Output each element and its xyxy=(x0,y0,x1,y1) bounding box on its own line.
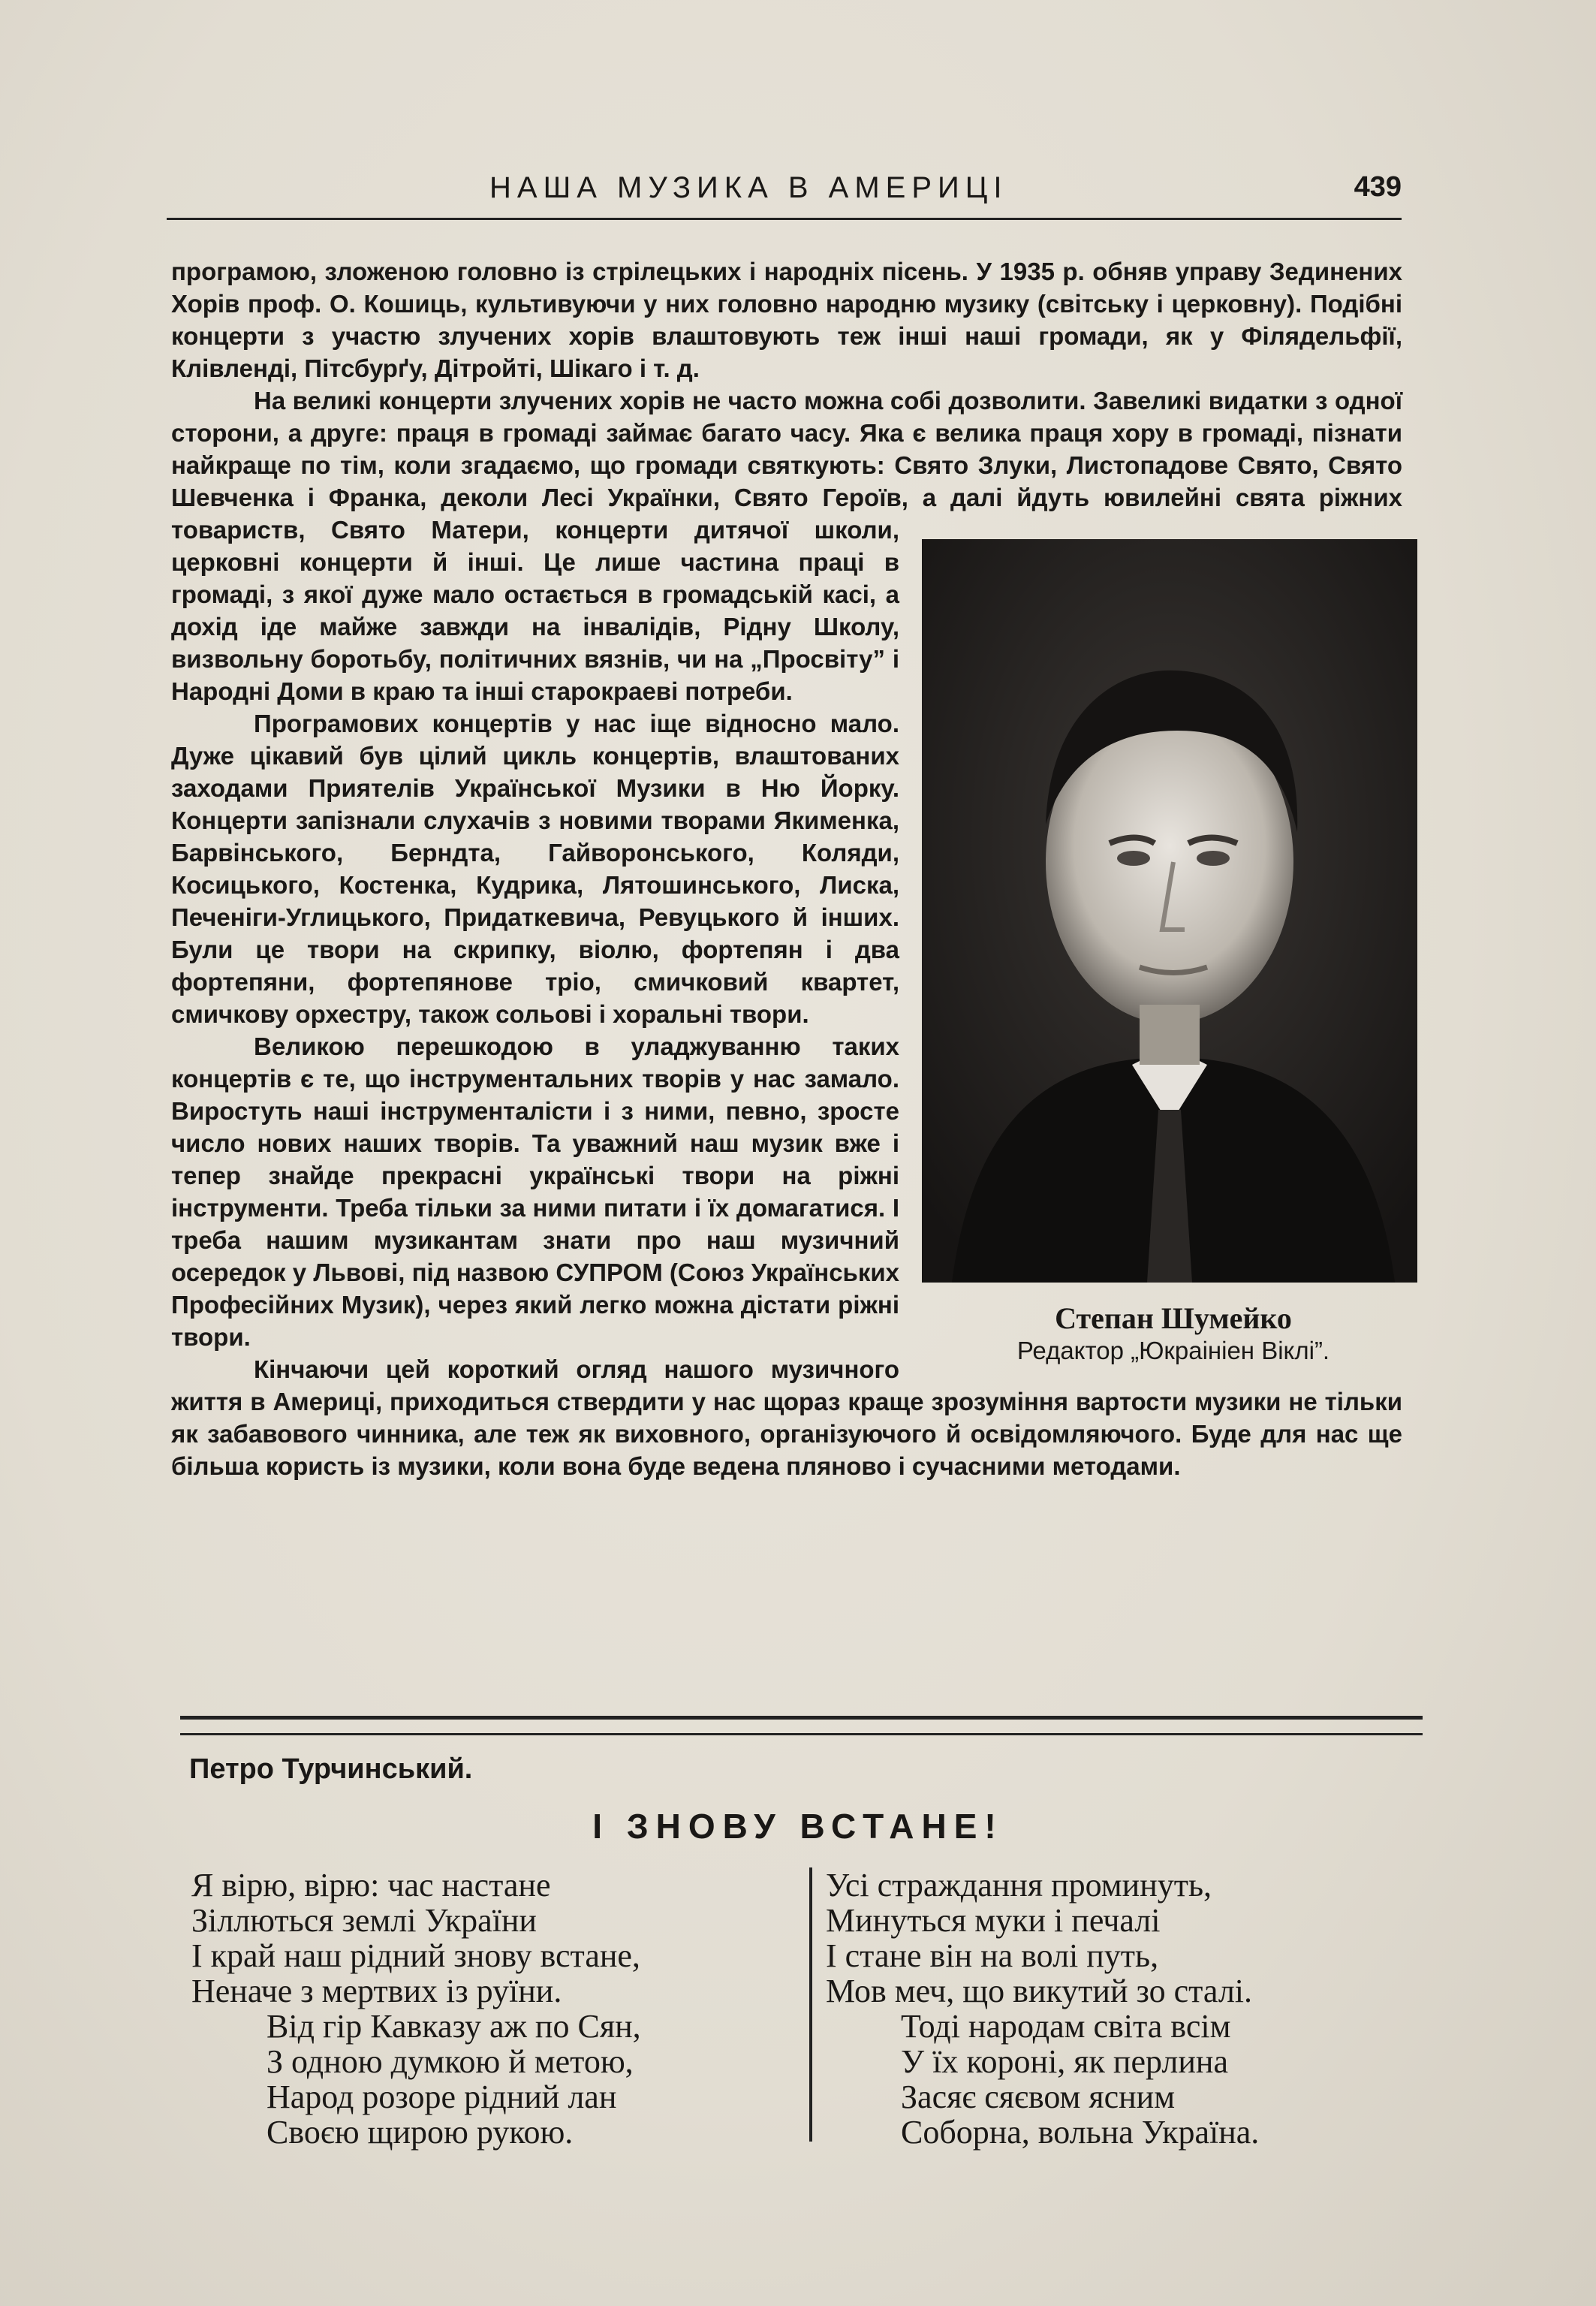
poem-line: Соборна, вольна Україна. xyxy=(901,2114,1260,2151)
poem-stanza-left xyxy=(191,1867,641,2150)
poem-line: Усі страждання проминуть, xyxy=(826,1867,1212,1904)
poem-line: Минуться муки і печалі xyxy=(826,1902,1161,1939)
article-paragraph: Кінчаючи цей короткий огляд нашого музичного життя в Америці, приходиться ствердити у нас щораз краще зрозуміння вартости музики не тільки як забавового чинника, але теж як виховного, організуючого й освідомляючого. Буде для нас ще більша користь із музики, коли вона буде ведена пляново і сучасними методами. xyxy=(171,1355,1402,1480)
article-paragraph: програмою, зложеною головно із стрілецьких і народніх пісень. У 1935 р. обняв управу Зединених Хорів проф. О. Кошиць, культивуючи у них головно народню музику (світську і церковну). Подібні концерти з участю злучених хорів влаштовують теж інші наші громади, як у Філядельфії, Клівленді, Пітсбурґу, Дітройті, Шікаго і т. д. xyxy=(171,258,1402,382)
poem-line: Від гір Кавказу аж по Сян, xyxy=(267,2008,641,2045)
section-divider xyxy=(180,1716,1423,1735)
poem-line: Своєю щирою рукою. xyxy=(267,2114,574,2151)
poem-author: Петро Турчинський. xyxy=(189,1753,473,1785)
poem-line: Засяє сяєвом ясним xyxy=(901,2078,1176,2115)
caption-role: Редактор „Юкраініен Віклі”. xyxy=(1016,1337,1330,1364)
article-paragraph: Великою перешкодою в уладжуванню таких концертів є те, що інструментальних творів у нас замало. Виростуть наші інструменталісти і з ними, певно, зросте число нових наших творів. Та уважний наш музик вже і тепер знайде прекрасні українські твори на ріжні інструменти. Треба тільки за ними питати і їх домагатися. І треба нашим музикантам знати про наш музичний осередок у Львові, під назвою СУПРОМ (Союз Українських Професійних Музик), через який легко можна дістати ріжні твори. xyxy=(171,1032,899,1351)
running-head xyxy=(167,171,1402,220)
portrait-caption xyxy=(922,1302,1425,1367)
poem-line: Зіллються землі України xyxy=(191,1902,537,1939)
portrait-image xyxy=(922,539,1417,1283)
portrait-photo xyxy=(922,539,1417,1283)
caption-name: Степан Шумейко xyxy=(1055,1301,1292,1335)
article-paragraph: Програмових концертів у нас іще відносно мало. Дуже цікавий був цілий цикль концертів, влаштованих заходами Приятелів Української Музики в Ню Йорку. Концерти запізнали слухачів з новими творами Якименка, Барвінського, Берндта, Гайворонського, Коляди, Косицького, Костенка, Кудрика, Лятошинського, Лиска, Печеніги-Углицького, Придаткевича, Ревуцького й інших. Були це твори на скрипку, віолю, фортепян і два фортепяни, фортепянове тріо, смичковий квартет, смичкову орхестру, також сольові і хоральні твори. xyxy=(171,710,899,1028)
portrait-figure xyxy=(922,533,1425,1367)
poem-line: Я вірю, вірю: час настане xyxy=(191,1867,551,1904)
poem-column-divider xyxy=(809,1867,812,2142)
poem-line: Тоді народам світа всім xyxy=(901,2008,1231,2045)
article-paragraph: На великі концерти злучених хорів не часто можна собі дозволити. Завеликі видатки з одної сторони, а друге: праця в громаді займає багато часу. Яка є велика праця хору в громаді, пізнати найкраще по тім, коли згадаємо, що громади святкують: Свято Злуки, Листопадове Свято, Свято Шевченка і Франка, деколи Лесі Українки, Свято Героїв, а далі йдуть ювилейні свята ріжних товариств, Свято Матери, концерти дитячої школи, церковні концерти й інші. Це лише частина праці в громаді, з якої дуже мало остається в громадській касі, а дохід іде майже завжди на інвалідів, Рідну Школу, визвольну боротьбу, політичних вязнів, чи на „Просвіту” і Народні Доми в краю та інші старокраеві потреби. xyxy=(171,387,1402,705)
poem-line: Неначе з мертвих із руїни. xyxy=(191,1973,562,2009)
page-number: 439 xyxy=(1354,171,1402,203)
poem-line: Народ розоре рідний лан xyxy=(267,2078,617,2115)
article-body xyxy=(171,255,1402,1705)
poem-line: Мов меч, що викутий зо сталі. xyxy=(826,1973,1253,2009)
poem-line: І стане він на волі путь, xyxy=(826,1937,1159,1974)
poem-title: І ЗНОВУ ВСТАНЕ! xyxy=(592,1807,1004,1846)
poem-line: З одною думкою й метою, xyxy=(267,2043,634,2080)
poem-stanza-right xyxy=(826,1867,1259,2150)
poem-line: У їх короні, як перлина xyxy=(901,2043,1228,2080)
poem-line: І край наш рідний знову встане, xyxy=(191,1937,640,1974)
running-title: НАША МУЗИКА В АМЕРИЦІ xyxy=(489,171,1008,204)
